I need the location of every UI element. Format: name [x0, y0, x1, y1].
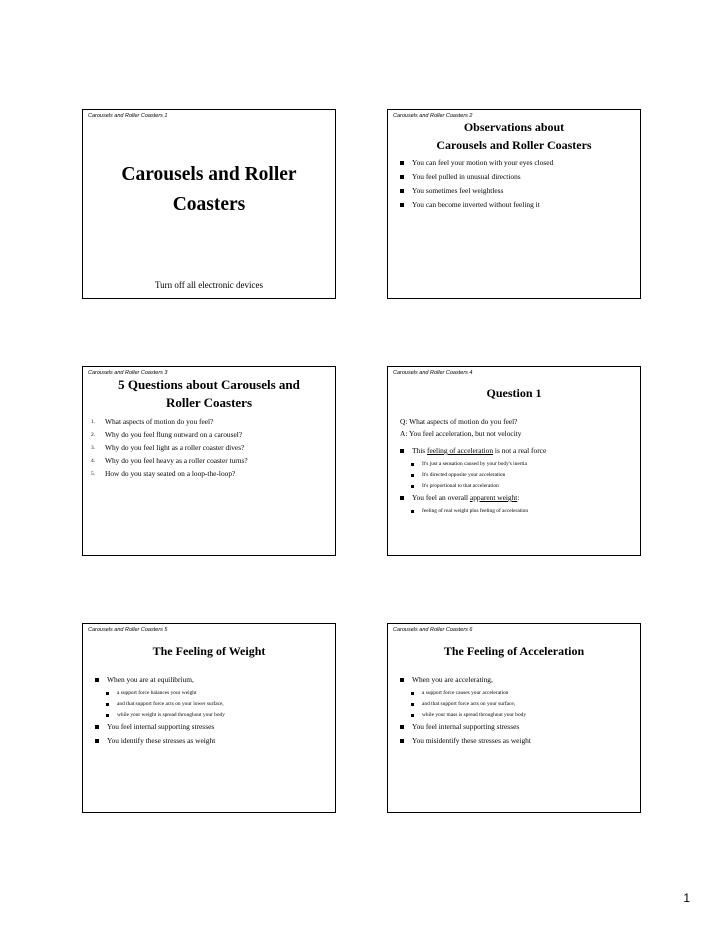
- sub-bullet-item: a support force balances your weight: [95, 689, 331, 697]
- item-text: Why do you feel flung outward on a carousel?: [105, 430, 243, 439]
- list-item: [91, 443, 331, 452]
- sub-bullet-item: It's directed opposite your acceleration: [400, 471, 636, 479]
- slide-header: Carousels and Roller Coasters 1: [88, 113, 168, 119]
- list-item: [91, 417, 331, 426]
- item-text: What aspects of motion do you feel?: [105, 417, 214, 426]
- slide-header: Carousels and Roller Coasters 6: [393, 627, 473, 633]
- slide-title: [83, 160, 335, 220]
- sub-bullet-item: while your mass is spread throughout your body: [400, 711, 636, 719]
- list-item: [91, 430, 331, 439]
- item-number: 2.: [91, 432, 96, 438]
- slide-4: [387, 366, 641, 556]
- slide-2: [387, 109, 641, 299]
- slide-6: [387, 623, 641, 813]
- bullet-text: :: [517, 493, 520, 502]
- title-line-2: Coasters: [172, 194, 246, 215]
- item-number: 3.: [91, 445, 96, 451]
- underlined-term: apparent weight: [469, 493, 518, 502]
- bullet-item: You sometimes feel weightless: [400, 186, 636, 195]
- bullet-item: You feel internal supporting stresses: [400, 722, 636, 731]
- slide-header: Carousels and Roller Coasters 5: [88, 627, 168, 633]
- title-line-2: Carousels and Roller Coasters: [436, 138, 592, 152]
- slide-title: [83, 376, 335, 412]
- bullet-text: You feel an overall: [412, 493, 470, 502]
- bullet-item: When you are at equilibrium,: [95, 675, 331, 684]
- sub-bullet-item: It's just a sensation caused by your body's inertia: [400, 460, 636, 468]
- slide-title: The Feeling of Acceleration: [443, 644, 585, 658]
- slide-5: [82, 623, 336, 813]
- item-text: How do you stay seated on a loop-the-loop?: [105, 469, 236, 478]
- item-number: 4.: [91, 458, 96, 464]
- item-text: Why do you feel heavy as a roller coaster turns?: [105, 456, 248, 465]
- bullet-list: [400, 675, 636, 750]
- bullet-item: You misidentify these stresses as weight: [400, 736, 636, 745]
- title-line-1: 5 Questions about Carousels and: [118, 377, 300, 392]
- slide-title: [388, 118, 640, 154]
- slide-subtitle: Turn off all electronic devices: [155, 280, 263, 290]
- list-item: [91, 469, 331, 478]
- bullet-list: [95, 675, 331, 750]
- bullet-item: You identify these stresses as weight: [95, 736, 331, 745]
- slide-title: The Feeling of Weight: [152, 644, 266, 658]
- slide-3: [82, 366, 336, 556]
- bullet-text: is not a real force: [493, 446, 547, 455]
- sub-bullet-item: and that support force acts on your surface,: [400, 700, 636, 708]
- bullet-item: You feel internal supporting stresses: [95, 722, 331, 731]
- underlined-term: feeling of acceleration: [427, 446, 494, 455]
- title-line-1: Observations about: [463, 120, 565, 134]
- title-line-1: Carousels and Roller: [121, 164, 297, 185]
- bullet-item: [400, 493, 636, 502]
- sub-bullet-item: feeling of real weight plus feeling of acceleration: [400, 507, 636, 515]
- bullet-item: [400, 446, 636, 455]
- slide-header: Carousels and Roller Coasters 4: [393, 370, 473, 376]
- bullet-list: [400, 446, 636, 518]
- bullet-item: You can feel your motion with your eyes closed: [400, 158, 636, 167]
- page-number: 1: [683, 891, 690, 905]
- bullet-item: You can become inverted without feeling it: [400, 200, 636, 209]
- title-line-2: Roller Coasters: [165, 395, 253, 410]
- slide-1: [82, 109, 336, 299]
- slide-header: Carousels and Roller Coasters 2: [393, 113, 473, 119]
- sub-bullet-item: and that support force acts on your lower surface,: [95, 700, 331, 708]
- item-number: 1.: [91, 419, 96, 425]
- slide-title: Question 1: [486, 386, 542, 400]
- item-number: 5.: [91, 471, 96, 477]
- bullet-text: This: [412, 446, 427, 455]
- answer-text: A: You feel acceleration, but not velocity: [400, 429, 522, 438]
- sub-bullet-item: It's proportional to that acceleration: [400, 482, 636, 490]
- item-text: Why do you feel light as a roller coaster dives?: [105, 443, 245, 452]
- bullet-item: You feel pulled in unusual directions: [400, 172, 636, 181]
- bullet-list: [400, 158, 636, 214]
- bullet-item: When you are accelerating,: [400, 675, 636, 684]
- list-item: [91, 456, 331, 465]
- question-text: Q: What aspects of motion do you feel?: [400, 417, 518, 426]
- slide-header: Carousels and Roller Coasters 3: [88, 370, 168, 376]
- sub-bullet-item: while your weight is spread throughout your body: [95, 711, 331, 719]
- sub-bullet-item: a support force causes your acceleration: [400, 689, 636, 697]
- numbered-list: [91, 417, 331, 482]
